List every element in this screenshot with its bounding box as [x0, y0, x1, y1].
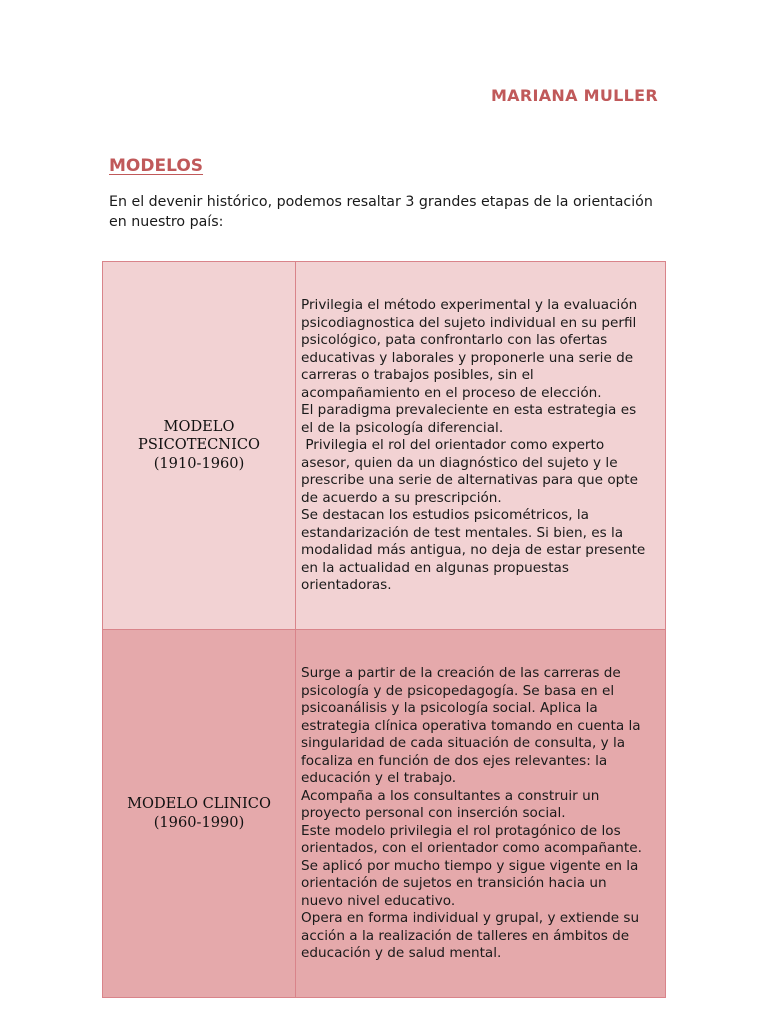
author-name: MARIANA MULLER	[490, 86, 658, 105]
description-paragraph: Surge a partir de la creación de las carreras de psicología y de psicopedagogía. Se basa en el psicoanálisis y la psicología social. Aplica la estrategia clínica operativa tomando en cuenta la singularidad de cada situación de consulta, y la focaliza en función de dos ejes relevantes: la educación y el trabajo.	[301, 665, 641, 787]
model-name-line1: MODELO CLINICO	[127, 795, 271, 812]
intro-paragraph: En el devenir histórico, podemos resaltar 3 grandes etapas de la orientación en nuestro país:	[109, 194, 653, 230]
description-paragraph: Se destacan los estudios psicométricos, la estandarización de test mentales. Si bien, es la modalidad más antigua, no deja de estar presente en la actualidad en algunas propuestas orientadoras.	[301, 507, 646, 594]
model-period: (1910-1960)	[153, 454, 245, 472]
description-paragraph: Se aplicó por mucho tiempo y sigue vigente en la orientación de sujetos en transición hacia un nuevo nivel educativo.	[301, 857, 639, 909]
model-description-cell	[296, 630, 666, 998]
description-paragraph: El paradigma prevaleciente en esta estrategia es el de la psicología diferencial.	[301, 402, 637, 436]
model-name-line2: PSICOTECNICO	[138, 436, 260, 454]
table-row-psicotecnico	[103, 262, 666, 630]
models-table	[102, 261, 666, 998]
model-period: (1960-1990)	[153, 813, 245, 831]
model-name-cell	[103, 262, 296, 630]
table-row-clinico	[103, 630, 666, 998]
description-paragraph: Privilegia el método experimental y la evaluación psicodiagnostica del sujeto individual en su perfil psicológico, pata confrontarlo con las ofertas educativas y laborales y proponerle una serie de carreras o trabajos posibles, sin el acompañamiento en el proceso de elección.	[301, 297, 638, 401]
model-name-cell	[103, 630, 296, 998]
description-paragraph: Privilegia el rol del orientador como experto asesor, quien da un diagnóstico del sujeto y le prescribe una serie de alternativas para que opte de acuerdo a su prescripción.	[301, 437, 643, 506]
model-name-line1: MODELO	[163, 417, 235, 435]
model-description-cell	[296, 262, 666, 630]
description-paragraph: Este modelo privilegia el rol protagónico de los orientados, con el orientador como acompañante.	[301, 822, 642, 857]
section-title: MODELOS	[109, 156, 204, 176]
description-paragraph: Acompaña a los consultantes a construir un proyecto personal con inserción social.	[301, 787, 600, 822]
description-paragraph: Opera en forma individual y grupal, y extiende su acción a la realización de talleres en ámbitos de educación y de salud mental.	[301, 910, 640, 962]
